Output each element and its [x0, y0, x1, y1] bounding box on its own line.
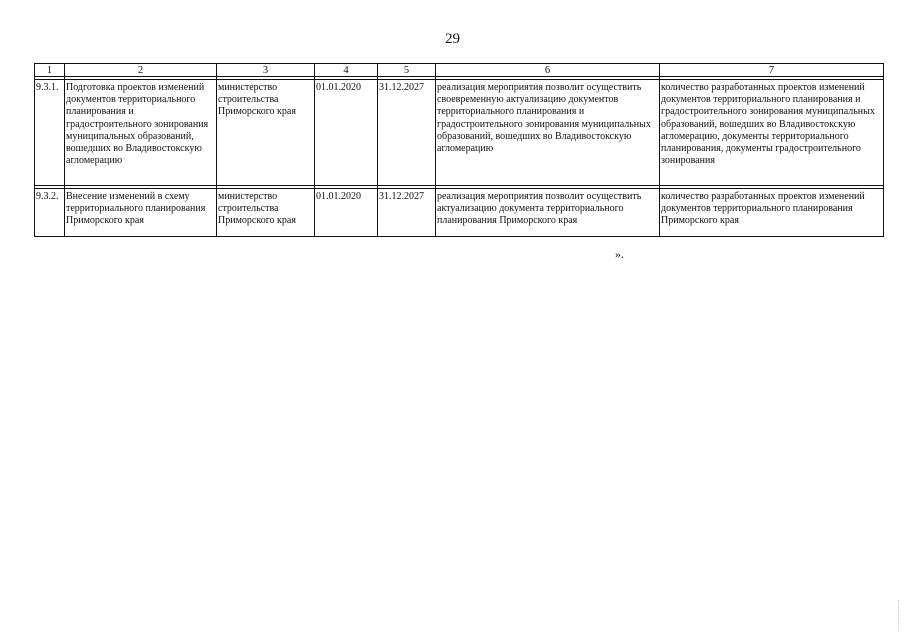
end-date-cell: 31.12.2027: [378, 189, 436, 237]
indicator-cell: количество разработанных проектов изменений документов территориального планирования Приморского края: [660, 189, 884, 237]
table-header-row: [35, 64, 884, 77]
executor-cell: министерство строительства Приморского края: [217, 189, 315, 237]
column-header-7: 7: [660, 64, 884, 77]
start-date-cell: 01.01.2020: [315, 189, 378, 237]
page-number: 29: [445, 31, 460, 47]
expected-result-cell: реализация мероприятия позволит осуществить своевременную актуализацию документов территориального планирования и градостроительного зонирования муниципальных образований, вошедших во Владивостокскую агломерацию: [436, 80, 660, 186]
expected-result-cell: реализация мероприятия позволит осуществить актуализацию документа территориального планирования Приморского края: [436, 189, 660, 237]
executor-cell: министерство строительства Приморского края: [217, 80, 315, 186]
table-row: [35, 80, 884, 186]
row-number-cell: 9.3.2.: [35, 189, 65, 237]
column-header-4: 4: [315, 64, 378, 77]
activity-name-cell: Подготовка проектов изменений документов территориального планирования и градостроительного зонирования муниципальных образований, вошедших во Владивостокскую агломерацию: [65, 80, 217, 186]
indicator-cell: количество разработанных проектов изменений документов территориального планирования и градостроительного зонирования муниципальных образований, вошедших во Владивостокскую агломерацию, документы территориального планирования, документы градостроительного зонирования: [660, 80, 884, 186]
column-header-2: 2: [65, 64, 217, 77]
table-row: [35, 189, 884, 237]
scan-margin-marks: [898, 600, 901, 630]
closing-quote-mark: ».: [615, 247, 624, 261]
row-number-cell: 9.3.1.: [35, 80, 65, 186]
column-header-6: 6: [436, 64, 660, 77]
column-header-5: 5: [378, 64, 436, 77]
activities-table: [34, 63, 884, 237]
end-date-cell: 31.12.2027: [378, 80, 436, 186]
activity-name-cell: Внесение изменений в схему территориального планирования Приморского края: [65, 189, 217, 237]
column-header-3: 3: [217, 64, 315, 77]
column-header-1: 1: [35, 64, 65, 77]
start-date-cell: 01.01.2020: [315, 80, 378, 186]
